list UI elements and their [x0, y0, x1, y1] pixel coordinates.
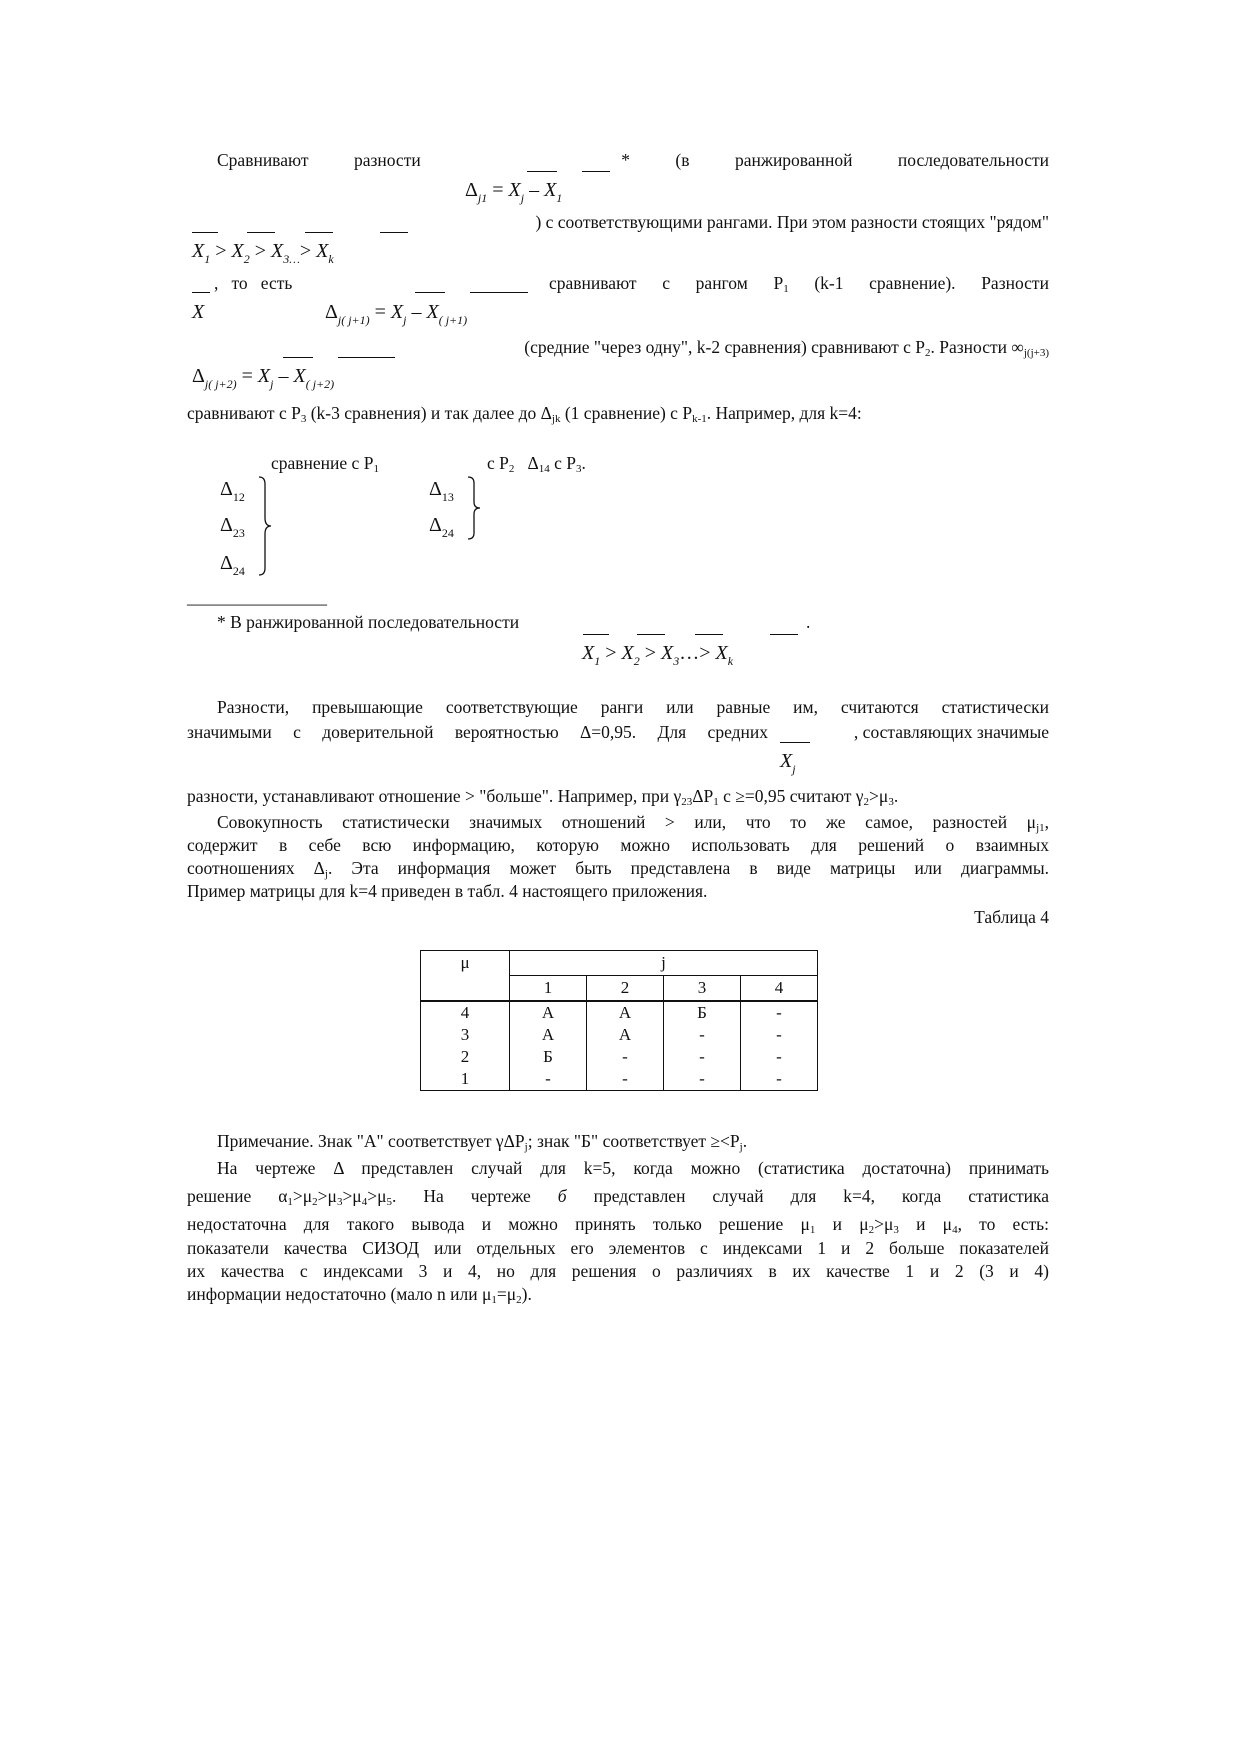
overbar — [192, 292, 210, 293]
formula-delta-j-j1: $\Delta_{j( j+1)} = X_j - X_{( j+1)}$ — [325, 301, 468, 327]
overbar — [637, 634, 665, 635]
table-cell: Б — [510, 1046, 587, 1068]
overbar — [770, 634, 798, 635]
overbar — [305, 232, 333, 233]
formula-delta-j1: $\Delta_{j1} = X_j - X_1$ — [465, 179, 563, 205]
para4-line6: информации недостаточно (мало n или $\mu_1=\mu_2$). — [187, 1284, 532, 1306]
table-col-header: 1 — [510, 976, 587, 1002]
table-row-mu: 3 — [421, 1024, 510, 1046]
footnote-mark: * — [621, 150, 630, 170]
word: Сравнивают — [217, 150, 309, 170]
overbar — [582, 171, 610, 172]
ranked-sequence: $X_1 > X_2 > X_{3\dots}> X_k$ — [192, 240, 334, 266]
overbar — [583, 634, 609, 635]
para4-line5: их качества с индексами 3 и 4, но для решения о различиях в их качестве 1 и 2 (3 и 4) — [187, 1261, 1049, 1281]
table-row — [421, 1001, 818, 1024]
para1-line2-text: ) с соответствующими рангами. При этом разности стоящих "рядом" — [535, 212, 1049, 232]
para1-line4: (средние "через одну", k-2 сравнения) сравнивают с $P_2$. Разности $\infty_{j(j+3)}$ — [524, 337, 1049, 359]
para2-line3: разности, устанавливают отношение > "больше". Например, при $\gamma_{23}\Delta P_1$ с ≥=0,95 считают $\gamma_2>\mu_3$. — [187, 786, 899, 808]
table-cell: - — [587, 1068, 664, 1091]
para1-line5: сравнивают с $P_3$ (k-3 сравнения) и так далее до $\Delta_{jk}$ (1 сравнение) с $P_{k-1}$. Например, для k=4: — [187, 403, 862, 425]
table-cell: - — [664, 1024, 741, 1046]
para4-line1: На чертеже Δ представлен случай для k=5, когда можно (статистика достаточна) принимать — [217, 1158, 1049, 1178]
example-col1-label: сравнение с $P_1$ — [271, 453, 379, 475]
right-brace — [467, 476, 481, 540]
table-note: Примечание. Знак "А" соответствует γΔP$_j$; знак "Б" соответствует $\ge<P_j$. — [217, 1131, 748, 1153]
para2-line2a: значимыми с доверительной вероятностью Δ=0,95. Для средних — [187, 722, 768, 742]
table-cell: - — [741, 1068, 818, 1091]
table-row-mu: 4 — [421, 1001, 510, 1024]
word: последовательности — [897, 150, 1049, 170]
para2-line2b: , составляющих значимые — [853, 722, 1049, 742]
table-cell: - — [741, 1046, 818, 1068]
table-col-header: 2 — [587, 976, 664, 1002]
table-col-header: 4 — [741, 976, 818, 1002]
overbar — [283, 357, 313, 358]
overbar — [780, 742, 810, 743]
table-cell: - — [664, 1046, 741, 1068]
overbar — [247, 232, 275, 233]
table-cell: - — [587, 1046, 664, 1068]
footnote-sequence: $X_1 > X_2$ > $X_3\dots> X_k$ — [582, 642, 734, 668]
table-cell: Б — [664, 1001, 741, 1024]
footnote-rule: ________________ — [187, 587, 327, 607]
table-caption: Таблица 4 — [974, 907, 1049, 927]
table-cell: А — [587, 1024, 664, 1046]
table-group-j: j — [510, 951, 818, 976]
table-cell: - — [741, 1024, 818, 1046]
word: ранжированной — [734, 150, 853, 170]
overbar — [527, 171, 557, 172]
para1-line3-left: , то есть — [214, 273, 293, 293]
table-col-header: 3 — [664, 976, 741, 1002]
table-cell: А — [587, 1001, 664, 1024]
table-row — [421, 1068, 818, 1091]
para3-line4: Пример матрицы для k=4 приведен в табл. 4 настоящего приложения. — [187, 881, 708, 901]
overbar — [415, 292, 445, 293]
delta-24: $\Delta_{24}$ — [220, 552, 245, 578]
delta-12: $\Delta_{12}$ — [220, 478, 245, 504]
overbar — [192, 232, 218, 233]
para3-line2: содержит в себе всю информацию, которую можно использовать для решений о взаимных — [187, 835, 1049, 855]
footnote-end: . — [806, 612, 811, 632]
para4-line4: показатели качества СИЗОД или отдельных его элементов с индексами 1 и 2 больше показателей — [187, 1238, 1049, 1258]
x-j-bar: $X_j$ — [780, 750, 796, 776]
table-cell: - — [664, 1068, 741, 1091]
delta-24-b: $\Delta_{24}$ — [429, 514, 454, 540]
matrix-table — [420, 950, 818, 1091]
table-cell: - — [510, 1068, 587, 1091]
table-row — [421, 1046, 818, 1068]
overbar — [338, 357, 395, 358]
para4-line2: решение $\alpha_1>\mu_2>\mu_3>\mu_4>\mu_5$. На чертеже б представлен случай для k=4, когда статистика — [187, 1186, 1049, 1208]
overbar — [695, 634, 723, 635]
para1-line3-right: сравнивают с рангом $P_1$ (k-1 сравнение). Разности — [549, 273, 1049, 295]
overbar — [470, 292, 528, 293]
table-header-row — [421, 951, 818, 976]
overbar — [380, 232, 408, 233]
table-corner-mu: μ — [421, 951, 510, 1002]
formula-delta-j-j2: $\Delta_{j( j+2)} = X_j - X_{( j+2)}$ — [192, 365, 335, 391]
delta-13: $\Delta_{13}$ — [429, 478, 454, 504]
delta-23: $\Delta_{23}$ — [220, 514, 245, 540]
para3-line1: Совокупность статистически значимых отношений > или, что то же самое, разностей $\mu_{j1}$, — [217, 812, 1049, 834]
x-bar: X — [192, 301, 205, 323]
para1-line1 — [217, 149, 1049, 171]
word: разности — [353, 150, 421, 170]
table-cell: А — [510, 1001, 587, 1024]
table-cell: - — [741, 1001, 818, 1024]
table-cell: А — [510, 1024, 587, 1046]
right-brace — [258, 476, 272, 576]
footnote-text: * В ранжированной последовательности — [217, 612, 520, 632]
table-row-mu: 1 — [421, 1068, 510, 1091]
para4-line3: недостаточна для такого вывода и можно принять только решение $\mu_1$ и $\mu_2>\mu_3$ и $\mu_4$, то есть: — [187, 1214, 1049, 1236]
table-row — [421, 1024, 818, 1046]
para2-line1: Разности, превышающие соответствующие ранги или равные им, считаются статистически — [217, 697, 1049, 717]
table-row-mu: 2 — [421, 1046, 510, 1068]
para3-line3: соотношениях $\Delta_j$. Эта информация может быть представлена в виде матрицы или диаграммы. — [187, 858, 1050, 880]
example-col2-label: с $P_2$ $\Delta_{14}$ с $P_3$. — [487, 453, 586, 475]
word: (в — [675, 150, 690, 170]
